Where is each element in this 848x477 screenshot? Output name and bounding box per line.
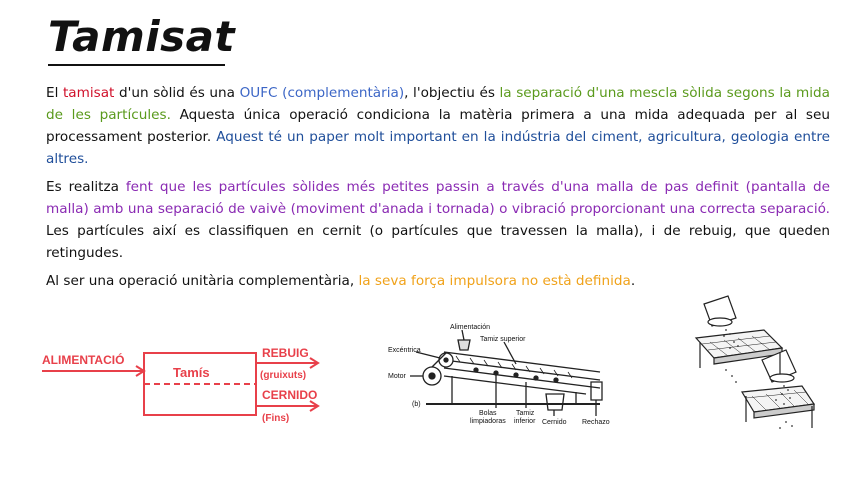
machine-bottom-sieve-label-2: inferior bbox=[514, 418, 536, 425]
sieve-sketch-diagram bbox=[40, 345, 340, 425]
sketch-fines-label: CERNIDO bbox=[262, 388, 318, 402]
sketch-reject-note: (gruixuts) bbox=[260, 370, 307, 381]
text-span: . bbox=[630, 273, 636, 289]
sketch-feed-label: ALIMENTACIÓ bbox=[42, 353, 125, 367]
paragraph-driving-force bbox=[46, 270, 830, 292]
text-body bbox=[46, 82, 830, 298]
machine-balls-label: Bolas bbox=[479, 410, 497, 417]
sketch-box-label: Tamís bbox=[173, 365, 210, 380]
text-span: Es realitza bbox=[46, 179, 126, 195]
term-oufc: OUFC (complementària) bbox=[239, 85, 405, 101]
text-span: El bbox=[46, 85, 63, 101]
title-underline bbox=[48, 64, 225, 66]
text-span: Les partícules així es classifiquen en cernit (o partícules que travessen la malla), i de rebuig, que queden retingudes. bbox=[46, 223, 830, 261]
driving-force-text: la seva força impulsora no està definida bbox=[358, 273, 631, 289]
machine-motor-label: Motor bbox=[388, 373, 406, 380]
machine-balls-label-2: limpiadoras bbox=[470, 418, 506, 425]
machine-reject-label: Rechazo bbox=[582, 419, 610, 426]
machine-eccentric-label: Excéntrica bbox=[388, 347, 421, 354]
machine-sifted-label: Cernido bbox=[542, 419, 567, 426]
sketch-fines-note: (Fins) bbox=[262, 413, 290, 424]
process-text: fent que les partícules sòlides més petites passin a través d'una malla de pas definit (pantalla de malla) amb una separació de vaivè (moviment d'anada i tornada) o vibració proporcionant una correcta separació. bbox=[46, 179, 830, 217]
sketch-reject-label: REBUIG bbox=[262, 346, 309, 360]
text-span: Al ser una operació unitària complementària, bbox=[46, 273, 359, 289]
text-span: Aquesta única operació condiciona la matèria primera a una mida adequada per al seu processament posterior. bbox=[46, 107, 830, 145]
text-span: , l'objectiu és bbox=[404, 85, 500, 101]
machine-feed-label: Alimentación bbox=[450, 324, 491, 331]
vibrating-screen-diagram bbox=[386, 320, 636, 428]
page-title: Tamisat bbox=[48, 12, 236, 61]
paragraph-intro bbox=[46, 82, 830, 170]
machine-top-sieve-label: Tamiz superior bbox=[480, 336, 526, 343]
sieving-illustration bbox=[686, 292, 816, 432]
machine-caption: (b) bbox=[412, 401, 421, 408]
text-span: d'un sòlid és una bbox=[114, 85, 240, 101]
objective-text: la separació d'una mescla sòlida segons la mida de les partícules. bbox=[46, 85, 830, 123]
industry-text: Aquest té un paper molt important en la indústria del ciment, agricultura, geologia entre altres. bbox=[46, 129, 830, 167]
paragraph-process bbox=[46, 176, 830, 264]
term-tamisat: tamisat bbox=[62, 85, 115, 101]
machine-bottom-sieve-label: Tamiz bbox=[516, 410, 535, 417]
